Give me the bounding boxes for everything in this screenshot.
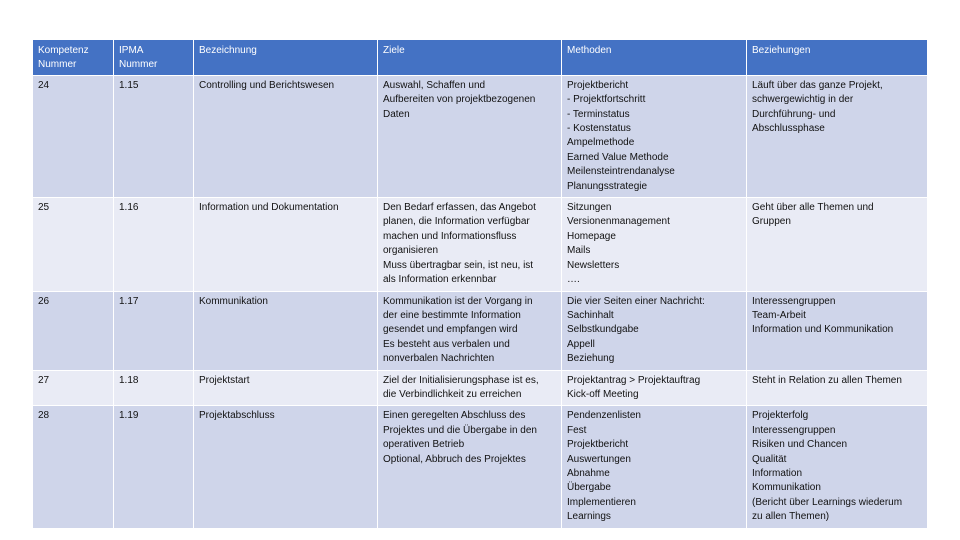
cell-line: Es besteht aus verbalen und <box>383 338 510 350</box>
cell-line: Pendenzenlisten <box>567 410 641 422</box>
cell-value: 26 <box>38 295 50 307</box>
cell-line: Team-Arbeit <box>752 309 806 321</box>
cell-line: - Projektfortschritt <box>567 94 646 106</box>
cell-line: Risiken und Chancen <box>752 439 848 451</box>
cell-line: (Bericht über Learnings wiederum <box>752 496 903 508</box>
cell-line: Geht über alle Themen und <box>752 202 874 214</box>
cell-line: Projektbericht <box>567 439 629 451</box>
cell-line: Übergabe <box>567 482 611 494</box>
cell-bezeichnung <box>194 406 378 528</box>
cell-value: 24 <box>38 79 50 91</box>
cell-line: Kick-off Meeting <box>567 388 639 400</box>
cell-beziehungen <box>747 198 928 291</box>
header-line: Bezeichnung <box>199 45 257 56</box>
cell-line: Ziel der Initialisierungsphase ist es, <box>383 374 539 386</box>
cell-kompetenz-nummer <box>33 406 114 528</box>
cell-line: Projektantrag > Projektauftrag <box>567 374 701 386</box>
cell-line: organisieren <box>383 245 439 257</box>
cell-line: Daten <box>383 108 410 120</box>
cell-line: zu allen Themen) <box>752 511 830 523</box>
cell-line: als Information erkennbar <box>383 274 497 286</box>
cell-bezeichnung <box>194 291 378 370</box>
cell-beziehungen <box>747 291 928 370</box>
cell-value: 25 <box>38 202 50 214</box>
cell-line: Auswertungen <box>567 453 631 465</box>
cell-kompetenz-nummer <box>33 75 114 197</box>
cell-line: Appell <box>567 338 595 350</box>
cell-line: Implementieren <box>567 496 636 508</box>
header-line: Nummer <box>119 59 158 71</box>
cell-bezeichnung <box>194 370 378 406</box>
cell-bezeichnung <box>194 75 378 197</box>
cell-value: 1.16 <box>119 202 139 214</box>
cell-line: - Terminstatus <box>567 108 630 120</box>
cell-line: Selbstkundgabe <box>567 324 639 336</box>
cell-line: Kommunikation <box>199 295 268 307</box>
cell-line: Abschlussphase <box>752 123 825 135</box>
cell-line: Projektabschluss <box>199 410 275 422</box>
cell-line: Einen geregelten Abschluss des <box>383 410 526 422</box>
table-body <box>33 75 928 528</box>
cell-value: 1.19 <box>119 410 139 422</box>
cell-line: Sitzungen <box>567 202 612 214</box>
cell-line: Sachinhalt <box>567 309 614 321</box>
cell-line: Newsletters <box>567 259 620 271</box>
cell-line: Projektes und die Übergabe in den <box>383 424 537 436</box>
cell-line: Planungsstrategie <box>567 180 648 192</box>
cell-ipma-nummer <box>114 291 194 370</box>
cell-line: Qualität <box>752 453 787 465</box>
cell-line: gesendet und empfangen wird <box>383 324 518 336</box>
cell-ipma-nummer <box>114 406 194 528</box>
cell-line: Ampelmethode <box>567 137 635 149</box>
header-bezeichnung <box>194 40 378 76</box>
table-row <box>33 370 928 406</box>
cell-ipma-nummer <box>114 198 194 291</box>
cell-line: Beziehung <box>567 353 615 365</box>
cell-ziele <box>378 198 562 291</box>
cell-line: Abnahme <box>567 467 610 479</box>
cell-line: Läuft über das ganze Projekt, <box>752 79 883 91</box>
table-row <box>33 75 928 197</box>
cell-beziehungen <box>747 370 928 406</box>
cell-methoden <box>562 198 747 291</box>
cell-kompetenz-nummer <box>33 198 114 291</box>
header-kompetenz-nummer <box>33 40 114 76</box>
cell-ziele <box>378 291 562 370</box>
cell-line: …. <box>567 274 580 286</box>
cell-line: Controlling und Berichtswesen <box>199 79 335 91</box>
cell-line: operativen Betrieb <box>383 439 465 451</box>
cell-methoden <box>562 406 747 528</box>
cell-line: die Verbindlichkeit zu erreichen <box>383 388 522 400</box>
cell-line: planen, die Information verfügbar <box>383 216 530 228</box>
header-line: Kompetenz <box>38 45 89 56</box>
header-line: Methoden <box>567 45 612 56</box>
cell-line: der eine bestimmte Information <box>383 309 521 321</box>
cell-methoden <box>562 370 747 406</box>
cell-kompetenz-nummer <box>33 370 114 406</box>
table-row <box>33 291 928 370</box>
cell-beziehungen <box>747 75 928 197</box>
table-header-row <box>33 40 928 76</box>
cell-line: Learnings <box>567 511 611 523</box>
cell-line: schwergewichtig in der <box>752 94 854 106</box>
cell-value: 27 <box>38 374 50 386</box>
cell-line: Information und Dokumentation <box>199 202 339 214</box>
cell-ipma-nummer <box>114 370 194 406</box>
cell-line: nonverbalen Nachrichten <box>383 353 495 365</box>
cell-ziele <box>378 406 562 528</box>
header-line: Ziele <box>383 45 405 56</box>
header-line: Nummer <box>38 59 77 71</box>
cell-line: Auswahl, Schaffen und <box>383 79 486 91</box>
cell-value: 1.17 <box>119 295 139 307</box>
cell-line: Projektstart <box>199 374 250 386</box>
cell-line: Earned Value Methode <box>567 151 669 163</box>
cell-line: Optional, Abbruch des Projektes <box>383 453 526 465</box>
cell-ziele <box>378 75 562 197</box>
cell-line: Information <box>752 467 803 479</box>
header-line: Beziehungen <box>752 45 811 56</box>
cell-line: Kommunikation <box>752 482 821 494</box>
cell-line: Durchführung- und <box>752 108 836 120</box>
cell-line: Gruppen <box>752 216 791 228</box>
cell-line: Steht in Relation zu allen Themen <box>752 374 902 386</box>
cell-line: Meilensteintrendanalyse <box>567 166 675 178</box>
cell-line: Die vier Seiten einer Nachricht: <box>567 295 705 307</box>
header-ziele <box>378 40 562 76</box>
cell-line: Den Bedarf erfassen, das Angebot <box>383 202 536 214</box>
header-methoden <box>562 40 747 76</box>
cell-bezeichnung <box>194 198 378 291</box>
cell-line: Projektbericht <box>567 79 629 91</box>
cell-line: Interessengruppen <box>752 295 836 307</box>
cell-line: Homepage <box>567 230 616 242</box>
cell-line: Interessengruppen <box>752 424 836 436</box>
header-line: IPMA <box>119 45 144 56</box>
cell-methoden <box>562 75 747 197</box>
header-beziehungen <box>747 40 928 76</box>
cell-line: machen und Informationsfluss <box>383 230 517 242</box>
cell-kompetenz-nummer <box>33 291 114 370</box>
cell-line: Projekterfolg <box>752 410 809 422</box>
cell-line: Mails <box>567 245 591 257</box>
competency-table <box>32 39 928 529</box>
cell-value: 1.15 <box>119 79 139 91</box>
header-ipma-nummer <box>114 40 194 76</box>
cell-ipma-nummer <box>114 75 194 197</box>
cell-line: - Kostenstatus <box>567 123 631 135</box>
cell-line: Fest <box>567 424 587 436</box>
cell-beziehungen <box>747 406 928 528</box>
cell-line: Versionenmanagement <box>567 216 670 228</box>
cell-value: 28 <box>38 410 50 422</box>
cell-line: Kommunikation ist der Vorgang in <box>383 295 533 307</box>
table-row <box>33 198 928 291</box>
cell-line: Aufbereiten von projektbezogenen <box>383 94 536 106</box>
cell-methoden <box>562 291 747 370</box>
cell-line: Information und Kommunikation <box>752 324 894 336</box>
cell-line: Muss übertragbar sein, ist neu, ist <box>383 259 534 271</box>
cell-ziele <box>378 370 562 406</box>
cell-value: 1.18 <box>119 374 139 386</box>
table-row <box>33 406 928 528</box>
